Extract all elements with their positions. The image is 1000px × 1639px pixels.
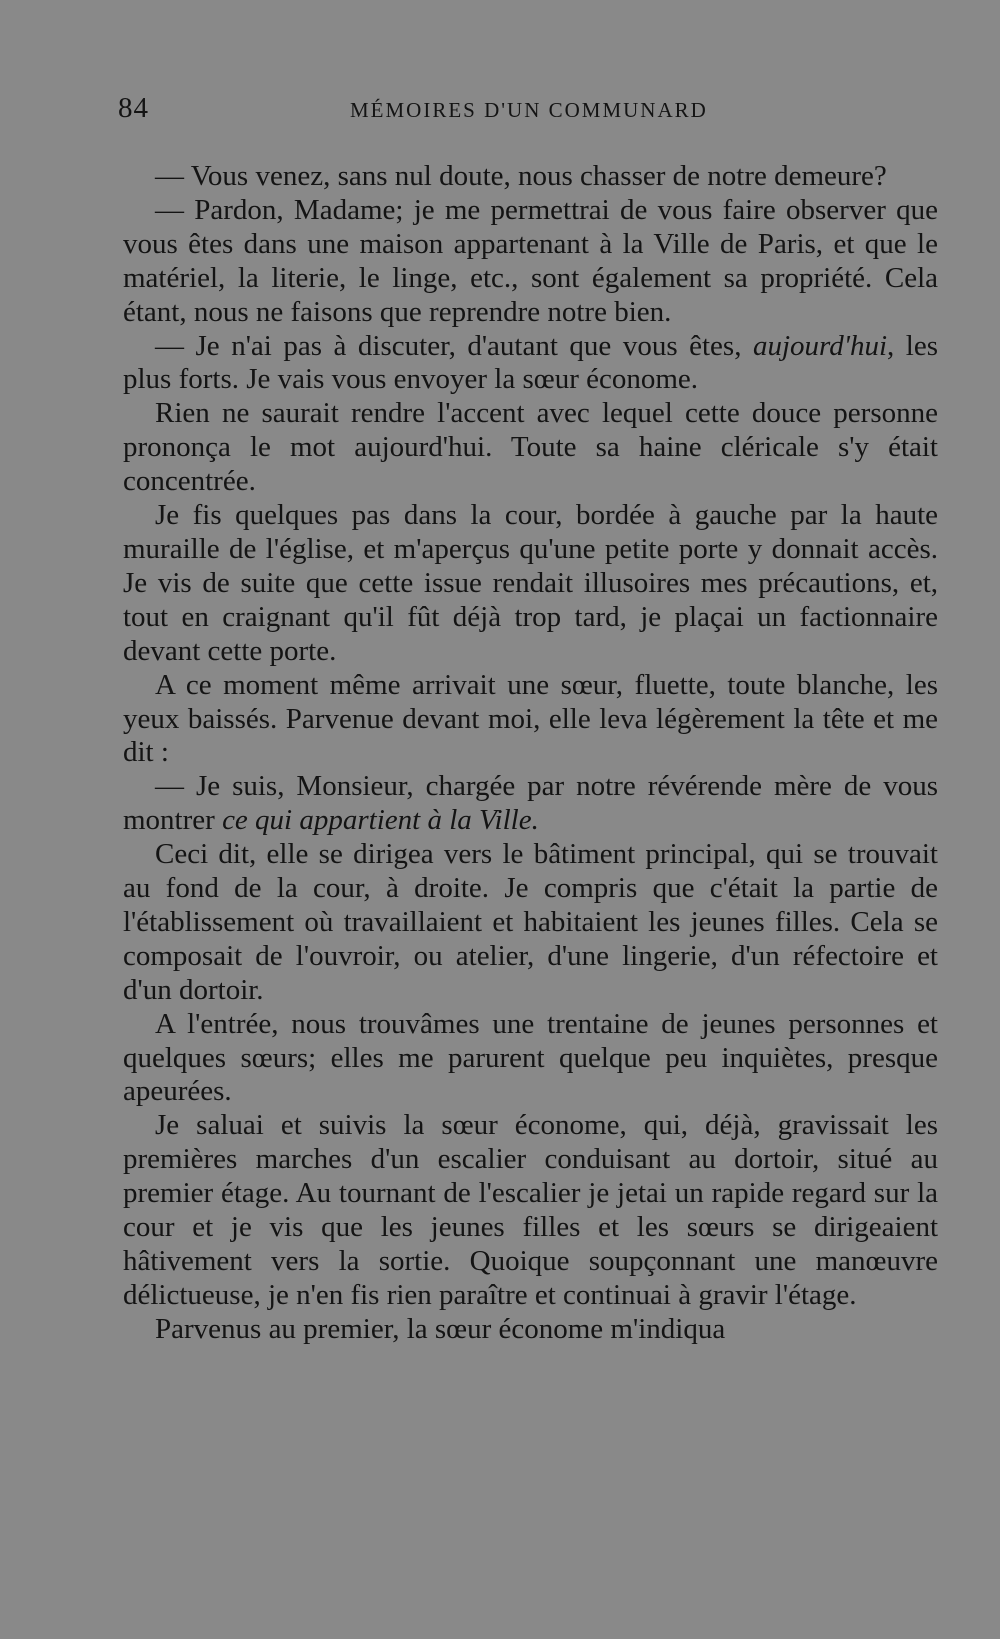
paragraph-text: A ce moment même arrivait une sœur, fluette, toute blanche, les yeux baissés. Parvenue devant moi, elle leva légèrement la tête et me dit : [123, 668, 938, 769]
paragraph-text: — Pardon, Madame; je me permettrai de vous faire observer que vous êtes dans une maison appartenant à la Ville de Paris, et que le matériel, la literie, le linge, etc., sont également sa propriété. Cela étant, nous ne faisons que reprendre notre bien. [123, 193, 938, 328]
paragraph-text: — Vous venez, sans nul doute, nous chasser de notre demeure? [155, 160, 887, 192]
paragraph [123, 1313, 938, 1347]
paragraph-text: Rien ne saurait rendre l'accent avec lequel cette douce personne prononça le mot aujourd'hui. Toute sa haine cléricale s'y était concentrée. [123, 397, 938, 498]
page-number: 84 [118, 92, 149, 124]
paragraph [123, 1008, 938, 1110]
paragraph-text: , les plus forts. Je vais vous envoyer la sœur économe. [123, 329, 938, 396]
italic-text: aujourd'hui [752, 329, 888, 362]
paragraph [123, 669, 938, 771]
paragraph-text: Parvenus au premier, la sœur économe m'indiqua [155, 1312, 726, 1345]
paragraph-text: — Je n'ai pas à discuter, d'autant que vous êtes, [155, 329, 753, 362]
paragraph-text: — Je suis, Monsieur, chargée par notre révérende mère de vous montrer [123, 770, 938, 837]
running-title: MÉMOIRES D'UN COMMUNARD [350, 98, 708, 122]
paragraph [123, 1109, 938, 1312]
paragraph-text: Je saluai et suivis la sœur économe, qui, déjà, gravissait les premières marches d'un escalier conduisant au dortoir, situé au premier étage. Au tournant de l'escalier je jetai un rapide regard sur la cour et je vis que les jeunes filles et les sœurs se dirigeaient hâtivement vers la sortie. Quoique soupçonnant une manœuvre délictueuse, je n'en fis rien paraître et continuai à gravir l'étage. [123, 1109, 938, 1311]
paragraph [123, 770, 938, 838]
paragraph [123, 397, 938, 499]
paragraph-text: Je fis quelques pas dans la cour, bordée à gauche par la haute muraille de l'église, et m'aperçus qu'une petite porte y donnait accès. Je vis de suite que cette issue rendait illusoires mes précautions, et, tout en craignant qu'il fût déjà trop tard, je plaçai un factionnaire devant cette porte. [123, 499, 938, 667]
paragraph [123, 499, 938, 669]
page-header [118, 92, 938, 132]
paragraph-text: A l'entrée, nous trouvâmes une trentaine de jeunes personnes et quelques sœurs; elles me parurent quelque peu inquiètes, presque apeurées. [123, 1007, 938, 1108]
paragraph [123, 838, 938, 1008]
paragraph [123, 194, 938, 330]
paragraph [123, 330, 938, 398]
paragraph-text: Ceci dit, elle se dirigea vers le bâtiment principal, qui se trouvait au fond de la cour, à droite. Je compris que c'était la partie de l'établissement où travaillaient et habitaient les jeunes filles. Cela se composait de l'ouvroir, ou atelier, d'une lingerie, d'un réfectoire et d'un dortoir. [123, 838, 938, 1006]
italic-text: ce qui appartient à la Ville. [222, 804, 539, 837]
paragraph [123, 160, 938, 194]
body-text [123, 160, 938, 1347]
